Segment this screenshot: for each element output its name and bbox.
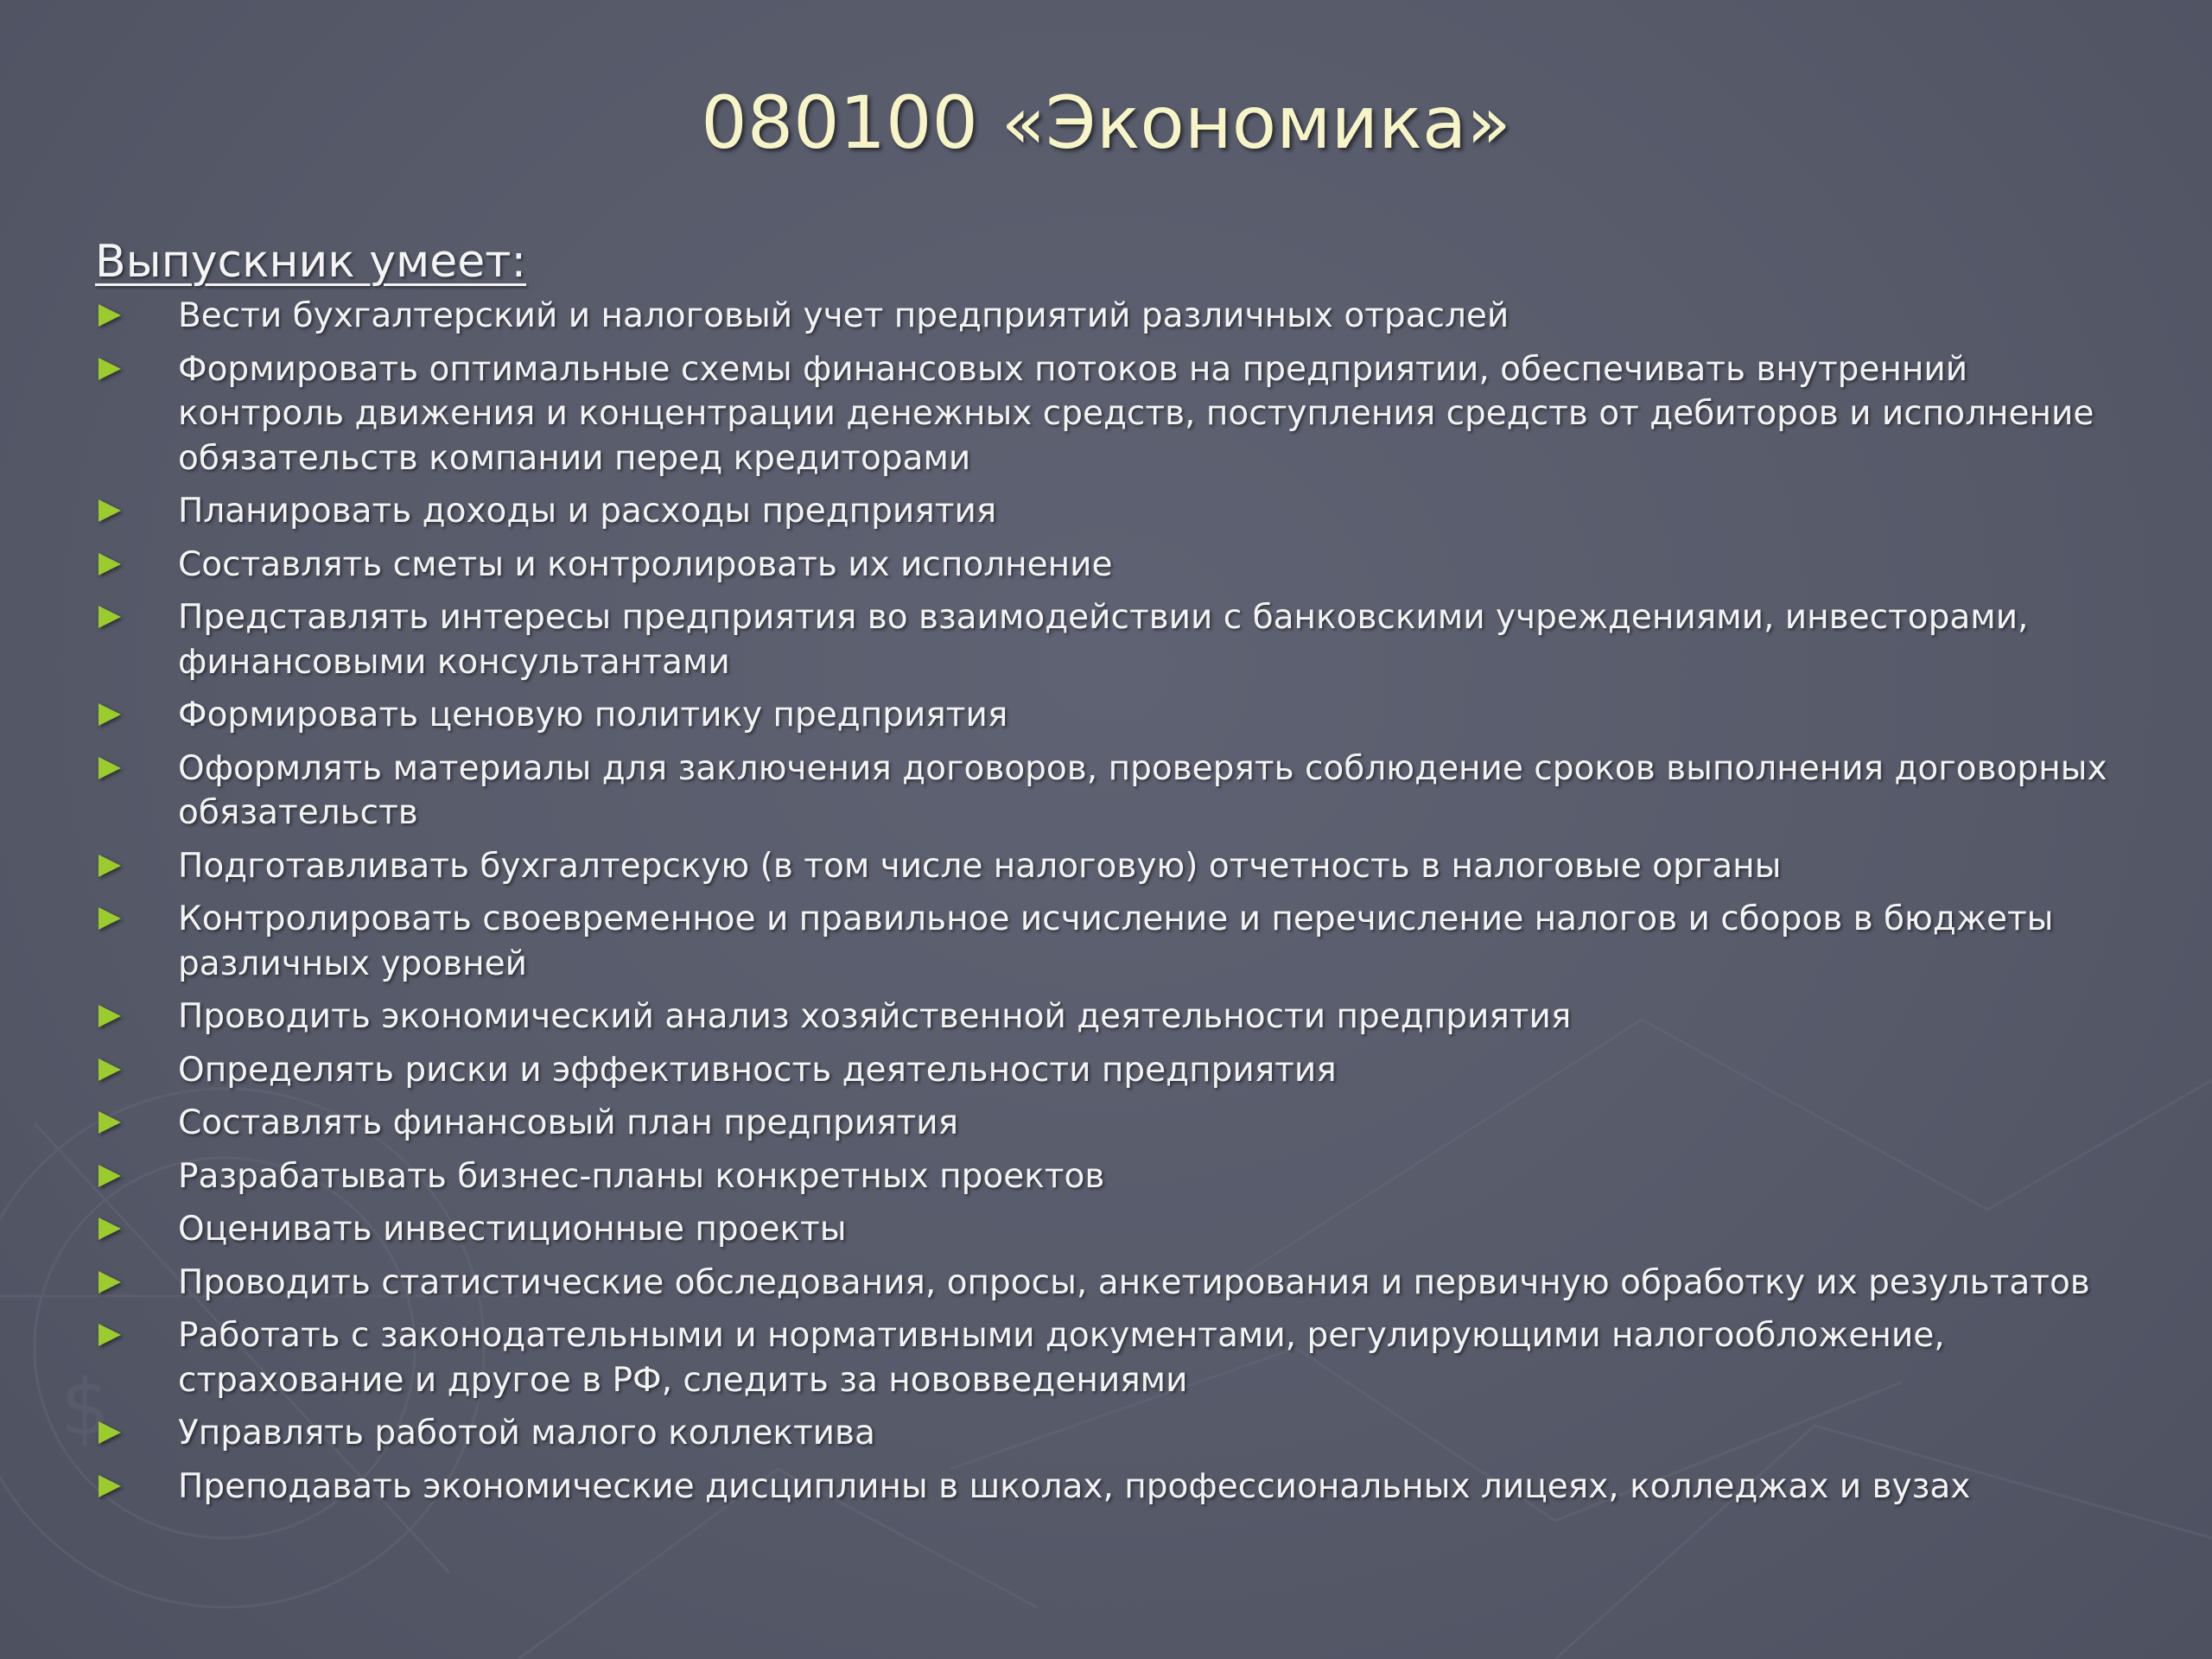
list-item-text: Управлять работой малого коллектива <box>178 1414 875 1452</box>
list-item <box>95 489 2134 534</box>
list-item <box>95 1465 2134 1510</box>
list-item <box>95 1261 2134 1306</box>
list-item-text: Составлять финансовый план предприятия <box>178 1103 959 1142</box>
list-item-text: Оформлять материалы для заключения договоров, проверять соблюдение сроков выполнения договорных обязательств <box>178 748 2107 832</box>
svg-text:$: $ <box>60 1363 111 1453</box>
list-item <box>95 995 2134 1039</box>
list-item-text: Вести бухгалтерский и налоговый учет предприятий различных отраслей <box>178 296 1510 335</box>
list-item-text: Контролировать своевременное и правильное исчисление и перечисление налогов и сборов в бюджеты различных уровней <box>178 899 2054 983</box>
list-item <box>95 543 2134 588</box>
triangle-right-icon <box>99 1111 121 1134</box>
triangle-right-icon <box>99 1005 121 1027</box>
triangle-right-icon <box>99 1217 121 1240</box>
list-item <box>95 1411 2134 1456</box>
list-item-text: Формировать ценовую политику предприятия <box>178 696 1008 734</box>
triangle-right-icon <box>99 1421 121 1444</box>
list-item <box>95 844 2134 889</box>
list-item-text: Планировать доходы и расходы предприятия <box>178 492 997 531</box>
list-item <box>95 897 2134 986</box>
list-item <box>95 347 2134 481</box>
list-item <box>95 1048 2134 1093</box>
list-item <box>95 294 2134 339</box>
triangle-right-icon <box>99 703 121 726</box>
triangle-right-icon <box>99 499 121 522</box>
triangle-right-icon <box>99 1475 121 1497</box>
list-item-text: Составлять сметы и контролировать их исполнение <box>178 544 1113 584</box>
skill-list <box>95 294 2134 1517</box>
list-item-text: Разрабатывать бизнес-планы конкретных проектов <box>178 1156 1105 1196</box>
triangle-right-icon <box>99 855 121 877</box>
list-item-text: Проводить экономический анализ хозяйственной деятельности предприятия <box>178 997 1572 1036</box>
triangle-right-icon <box>99 606 121 628</box>
list-item-text: Подготавливать бухгалтерскую (в том числе налоговую) отчетность в налоговые органы <box>178 846 1782 886</box>
section-heading: Выпускник умеет: <box>95 236 527 288</box>
list-item-text: Оценивать инвестиционные проекты <box>178 1210 847 1249</box>
list-item <box>95 595 2134 684</box>
list-item-text: Преподавать экономические дисциплины в школах, профессиональных лицеях, колледжах и вузах <box>178 1466 1971 1506</box>
triangle-right-icon <box>99 304 121 327</box>
list-item <box>95 1207 2134 1252</box>
triangle-right-icon <box>99 1271 121 1294</box>
list-item-text: Определять риски и эффективность деятельности предприятия <box>178 1050 1337 1090</box>
list-item <box>95 1101 2134 1146</box>
list-item <box>95 747 2134 836</box>
list-item <box>95 693 2134 738</box>
triangle-right-icon <box>99 907 121 930</box>
triangle-right-icon <box>99 358 121 380</box>
list-item-text: Представлять интересы предприятия во взаимодействии с банковскими учреждениями, инвесторами, финансовыми консультантами <box>178 598 2029 682</box>
list-item <box>95 1154 2134 1199</box>
list-item-text: Проводить статистические обследования, опросы, анкетирования и первичную обработку их результатов <box>178 1262 2090 1302</box>
triangle-right-icon <box>99 1165 121 1187</box>
slide-title: 080100 «Экономика» <box>701 80 1511 165</box>
list-item-text: Формировать оптимальные схемы финансовых потоков на предприятии, обеспечивать внутренний контроль движения и концентрации денежных средств, поступления средств от дебиторов и исполнение обязательств компании перед кредиторами <box>178 349 2094 478</box>
triangle-right-icon <box>99 1324 121 1346</box>
list-item <box>95 1313 2134 1402</box>
triangle-right-icon <box>99 1058 121 1081</box>
triangle-right-icon <box>99 757 121 779</box>
triangle-right-icon <box>99 553 121 575</box>
list-item-text: Работать с законодательными и нормативными документами, регулирующими налогообложение, страхование и другое в РФ, следить за нововведениями <box>178 1316 1945 1400</box>
